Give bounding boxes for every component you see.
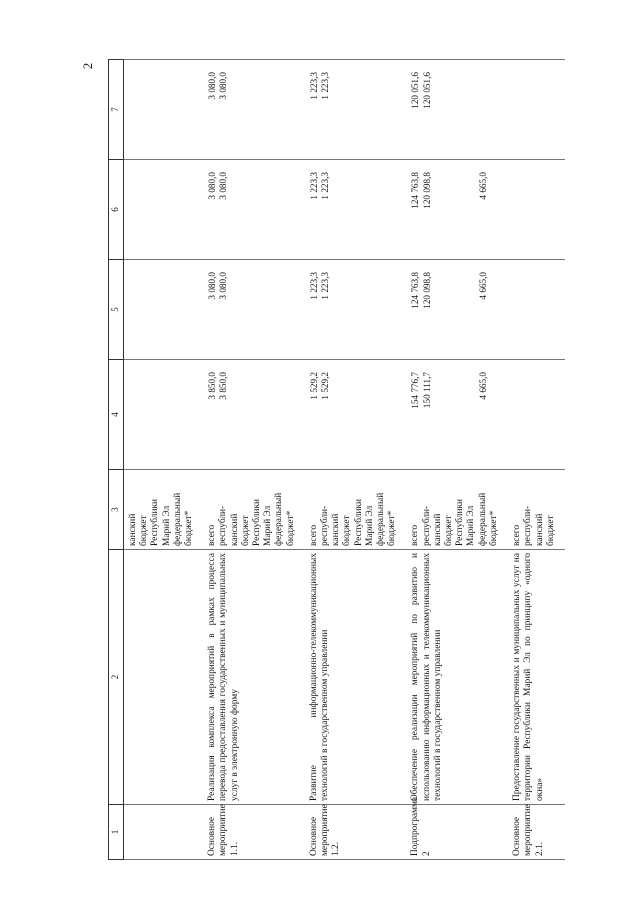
funding-source-line: Республики bbox=[353, 498, 364, 546]
amount-value bbox=[184, 72, 195, 156]
amount-cell-c5 bbox=[203, 260, 305, 360]
funding-source-line: канский bbox=[229, 513, 240, 546]
amount-value: 3 080,0 bbox=[218, 72, 229, 100]
column-header: 7 bbox=[109, 60, 124, 160]
amount-value: 1 223,3 bbox=[308, 172, 319, 200]
amount-value bbox=[184, 272, 195, 356]
amount-value bbox=[162, 172, 173, 256]
funding-source-line: Республики bbox=[455, 498, 466, 546]
row-description: Предоставление государственных и муниципальных услуг на территории Республики Марий Эл по принципу «одного окна» bbox=[508, 550, 565, 805]
amount-value bbox=[150, 172, 161, 256]
table-row bbox=[203, 60, 305, 860]
amount-value: 154 776,7 bbox=[410, 372, 421, 409]
amount-value: 3 080,0 bbox=[207, 172, 218, 200]
amount-value bbox=[184, 372, 195, 466]
amount-value bbox=[128, 372, 139, 466]
amount-value bbox=[466, 172, 477, 256]
amount-value: 1 529,2 bbox=[308, 372, 319, 400]
row-description: Обеспечение реализации мероприятий по развитию и использованию информационных и телекоммуникационных технологий в государственном управлении bbox=[406, 550, 508, 805]
funding-source-line: бюджет* bbox=[285, 510, 296, 546]
amount-cell-c7 bbox=[305, 60, 407, 160]
funding-source-line: всего bbox=[308, 524, 319, 546]
amount-cell-c5 bbox=[406, 260, 508, 360]
amount-value bbox=[444, 372, 455, 466]
amount-cell-c7 bbox=[203, 60, 305, 160]
amount-value: 4 665,0 bbox=[477, 272, 488, 300]
amount-value: 3 850,0 bbox=[207, 372, 218, 400]
amount-value bbox=[466, 272, 477, 356]
amount-value bbox=[150, 72, 161, 156]
amount-value bbox=[128, 172, 139, 256]
funding-source-line: республи- bbox=[523, 505, 534, 546]
amount-cell-c7 bbox=[124, 60, 204, 160]
funding-source-line: Республики bbox=[150, 498, 161, 546]
funding-source-line: республи- bbox=[218, 505, 229, 546]
header-row bbox=[109, 60, 124, 860]
amount-value bbox=[455, 372, 466, 466]
funding-source-line: бюджет bbox=[342, 515, 353, 546]
funding-source-line: федеральный bbox=[172, 492, 183, 546]
amount-value bbox=[162, 372, 173, 466]
amount-value: 3 080,0 bbox=[207, 72, 218, 100]
amount-value: 150 111,7 bbox=[421, 372, 432, 409]
amount-value bbox=[455, 172, 466, 256]
amount-value: 120 098,8 bbox=[421, 272, 432, 309]
amount-cell-c5 bbox=[305, 260, 407, 360]
amount-value bbox=[128, 72, 139, 156]
amount-value: 120 098,8 bbox=[421, 172, 432, 209]
amount-value bbox=[184, 172, 195, 256]
funding-source-line: канский bbox=[432, 513, 443, 546]
amount-value bbox=[139, 272, 150, 356]
funding-source-line: Марий Эл bbox=[263, 505, 274, 546]
funding-sources bbox=[406, 470, 508, 550]
amount-value bbox=[162, 272, 173, 356]
amount-value: 1 223,3 bbox=[320, 72, 331, 100]
amount-cell-c6 bbox=[406, 160, 508, 260]
funding-source-line: федеральный bbox=[376, 492, 387, 546]
amount-value: 120 051,6 bbox=[410, 72, 421, 109]
funding-source-line: бюджет bbox=[240, 515, 251, 546]
funding-sources bbox=[305, 470, 407, 550]
funding-source-line: бюджет bbox=[139, 515, 150, 546]
amount-value: 4 665,0 bbox=[477, 372, 488, 400]
funding-sources bbox=[124, 470, 204, 550]
funding-source-line: канский bbox=[331, 513, 342, 546]
funding-source-line: бюджет* bbox=[488, 510, 499, 546]
amount-value: 1 223,3 bbox=[308, 272, 319, 300]
amount-value: 3 080,0 bbox=[207, 272, 218, 300]
row-code bbox=[124, 805, 204, 860]
amount-value bbox=[139, 72, 150, 156]
funding-source-line: бюджет bbox=[545, 515, 556, 546]
funding-source-line: республи- bbox=[421, 505, 432, 546]
funding-sources bbox=[508, 470, 565, 550]
funding-source-line: Марий Эл bbox=[161, 505, 172, 546]
funding-source-line: республи- bbox=[320, 505, 331, 546]
amount-cell-c6 bbox=[124, 160, 204, 260]
table-row bbox=[508, 60, 565, 860]
amount-cell-c5 bbox=[124, 260, 204, 360]
row-code: Подпрограмма 2 bbox=[406, 805, 508, 860]
amount-value bbox=[173, 172, 184, 256]
amount-cell-c6 bbox=[203, 160, 305, 260]
amount-value bbox=[433, 372, 444, 466]
column-header: 1 bbox=[109, 805, 124, 860]
amount-value bbox=[444, 172, 455, 256]
amount-value: 124 763,8 bbox=[410, 272, 421, 309]
column-header: 4 bbox=[109, 360, 124, 470]
funding-source-line: бюджет* bbox=[387, 510, 398, 546]
table-row bbox=[305, 60, 407, 860]
amount-cell-c7 bbox=[406, 60, 508, 160]
column-header: 6 bbox=[109, 160, 124, 260]
table-row bbox=[406, 60, 508, 860]
column-header: 3 bbox=[109, 470, 124, 550]
amount-value bbox=[150, 372, 161, 466]
funding-source-line: всего bbox=[512, 524, 523, 546]
amount-value bbox=[173, 372, 184, 466]
row-code: Основное мероприятие 1.1. bbox=[203, 805, 305, 860]
amount-value: 3 080,0 bbox=[218, 272, 229, 300]
amount-value: 3 080,0 bbox=[218, 172, 229, 200]
amount-value: 124 763,8 bbox=[410, 172, 421, 209]
amount-value: 3 850,0 bbox=[218, 372, 229, 400]
amount-cell-c4 bbox=[305, 360, 407, 470]
amount-value bbox=[173, 272, 184, 356]
amount-value: 120 051,6 bbox=[421, 72, 432, 109]
column-header: 5 bbox=[109, 260, 124, 360]
funding-source-line: федеральный bbox=[274, 492, 285, 546]
page-number: 2 bbox=[80, 62, 95, 70]
funding-source-line: Республики bbox=[252, 498, 263, 546]
funding-source-line: всего bbox=[410, 524, 421, 546]
amount-value bbox=[433, 272, 444, 356]
amount-value: 1 529,2 bbox=[320, 372, 331, 400]
amount-value: 1 223,3 bbox=[320, 272, 331, 300]
amount-cell-c5 bbox=[508, 260, 565, 360]
column-header: 2 bbox=[109, 550, 124, 805]
amount-cell-c7 bbox=[508, 60, 565, 160]
amount-cell-c4 bbox=[508, 360, 565, 470]
row-description bbox=[124, 550, 204, 805]
amount-value: 1 223,3 bbox=[308, 72, 319, 100]
funding-source-line: Марий Эл bbox=[364, 505, 375, 546]
amount-cell-c6 bbox=[508, 160, 565, 260]
amount-cell-c4 bbox=[203, 360, 305, 470]
amount-value bbox=[139, 372, 150, 466]
row-description: Развитие информационно-телекоммуникационных технологий в государственном управлении bbox=[305, 550, 407, 805]
funding-source-line: канский bbox=[534, 513, 545, 546]
funding-source-line: канский bbox=[128, 513, 138, 546]
amount-value bbox=[139, 172, 150, 256]
row-code: Основное мероприятие 1.2. bbox=[305, 805, 407, 860]
amount-value bbox=[128, 272, 139, 356]
amount-cell-c4 bbox=[124, 360, 204, 470]
amount-value bbox=[466, 372, 477, 466]
funding-source-line: Марий Эл bbox=[466, 505, 477, 546]
amount-value bbox=[455, 272, 466, 356]
amount-cell-c6 bbox=[305, 160, 407, 260]
funding-source-line: бюджет bbox=[444, 515, 455, 546]
funding-sources bbox=[203, 470, 305, 550]
table-row bbox=[124, 60, 204, 860]
amount-cell-c4 bbox=[406, 360, 508, 470]
amount-value bbox=[173, 72, 184, 156]
amount-value bbox=[162, 72, 173, 156]
funding-source-line: федеральный bbox=[477, 492, 488, 546]
amount-value bbox=[444, 272, 455, 356]
funding-source-line: бюджет* bbox=[184, 510, 195, 546]
amount-value bbox=[150, 272, 161, 356]
row-description: Реализация комплекса мероприятий в рамках процесса перевода предоставления государственных и муниципальных услуг в электронную форму bbox=[203, 550, 305, 805]
amount-value: 4 665,0 bbox=[477, 172, 488, 200]
funding-source-line: всего bbox=[207, 524, 218, 546]
amount-value: 1 223,3 bbox=[320, 172, 331, 200]
budget-table bbox=[108, 59, 565, 860]
row-code: Основное мероприятие 2.1. bbox=[508, 805, 565, 860]
amount-value bbox=[433, 172, 444, 256]
rotated-table-container bbox=[108, 60, 639, 860]
